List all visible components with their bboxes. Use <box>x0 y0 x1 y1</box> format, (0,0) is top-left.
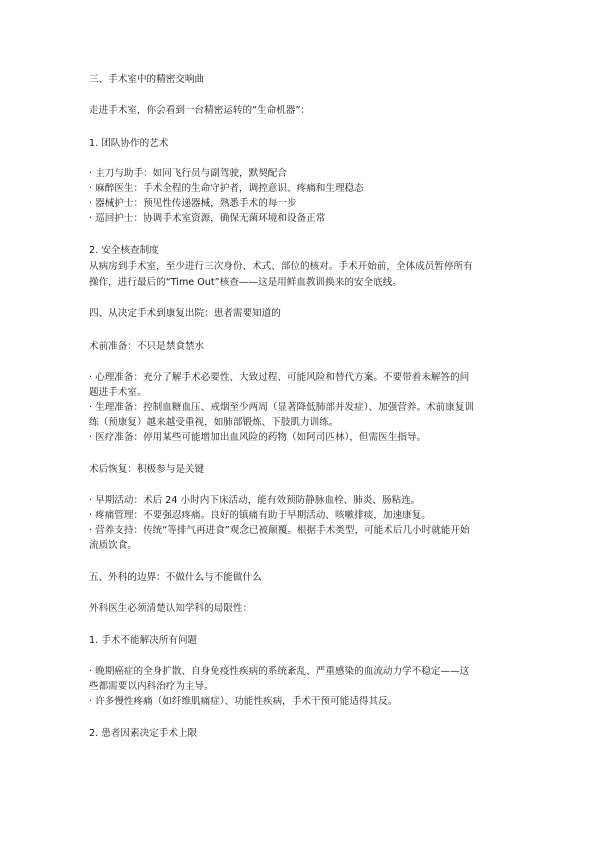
list-item: · 生理准备：控制血糖血压、戒烟至少两周（显著降低肺部并发症）、加强营养。术前康复训 <box>89 402 475 413</box>
section-heading-4: 四、从决定手术到康复出院：患者需要知道的 <box>89 308 281 319</box>
subsection-title: 1. 手术不能解决所有问题 <box>89 635 198 646</box>
paragraph-line: 操作，进行最后的“Time Out”核查——这是用鲜血教训换来的安全底线。 <box>89 277 402 288</box>
subsection-title: 术后恢复：积极参与是关键 <box>89 464 205 475</box>
list-item: · 营养支持：传统“等排气再进食”观念已被颠覆。根据手术类型，可能术后几小时就能开始 <box>89 525 470 536</box>
list-item-continuation: 些都需要以内科治疗为主导。 <box>89 681 214 692</box>
list-item-continuation: 题进手术室。 <box>89 387 147 398</box>
list-item: · 主刀与助手：如同飞行员与副驾驶，默契配合 <box>89 168 287 179</box>
subsection-title: 2. 患者因素决定手术上限 <box>89 728 198 739</box>
section-intro: 走进手术室，你会看到一台精密运转的“生命机器”： <box>89 105 311 116</box>
list-item: · 疼痛管理：不要强忍疼痛。良好的镇痛有助于早期活动、咳嗽排痰，加速康复。 <box>89 510 431 521</box>
list-item: · 早期活动：术后 24 小时内下床活动，能有效预防静脉血栓、肺炎、肠粘连。 <box>89 495 421 506</box>
list-item-continuation: 练（预康复）越来越受重视，如肺部锻炼、下肢肌力训练。 <box>89 417 339 428</box>
list-item: · 巡回护士：协调手术室资源，确保无菌环境和设备正常 <box>89 213 326 224</box>
section-intro: 外科医生必须清楚认知学科的局限性： <box>89 603 253 614</box>
list-item: · 心理准备：充分了解手术必要性、大致过程、可能风险和替代方案。不要带着未解答的问 <box>89 372 470 383</box>
paragraph-line: 从病房到手术室，至少进行三次身份、术式、部位的核对。手术开始前，全体成员暂停所有 <box>89 261 473 272</box>
list-item: · 许多慢性疼痛（如纤维肌痛症）、功能性疾病，手术干预可能适得其反。 <box>89 696 398 707</box>
section-heading-5: 五、外科的边界：不做什么与不能做什么 <box>89 572 262 583</box>
list-item-continuation: 流质饮食。 <box>89 540 137 551</box>
subsection-title: 术前准备：不只是禁食禁水 <box>89 341 205 352</box>
list-item: · 医疗准备：停用某些可能增加出血风险的药物（如阿司匹林），但需医生指导。 <box>89 432 427 443</box>
subsection-title: 2. 安全核查制度 <box>89 245 159 256</box>
list-item: · 晚期癌症的全身扩散、自身免疫性疾病的系统紊乱、严重感染的血流动力学不稳定——这 <box>89 666 470 677</box>
list-item: · 器械护士：预见性传递器械，熟悉手术的每一步 <box>89 198 297 209</box>
list-item: · 麻醉医生：手术全程的生命守护者，调控意识、疼痛和生理稳态 <box>89 183 364 194</box>
subsection-title: 1. 团队协作的艺术 <box>89 138 169 149</box>
section-heading-3: 三、手术室中的精密交响曲 <box>89 74 205 85</box>
